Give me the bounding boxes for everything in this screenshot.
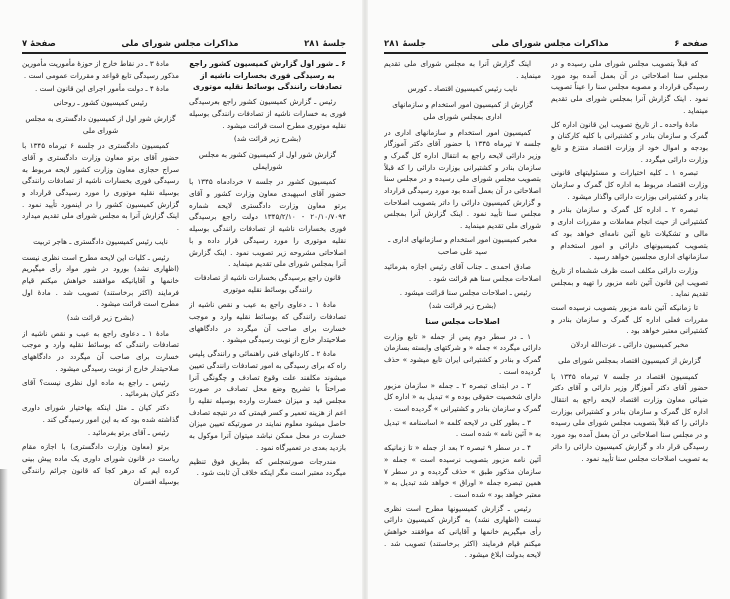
amendment: ۲ ـ در ابتدای تبصره ۲ ـ جمله « سازمان مزبور دارای شخصیت حقوقی بوده و » تبدیل به « اداره کل گمرک و سازمان بنادر و کشتیرانی » گردیده است . — [384, 380, 541, 413]
reading-note: (بشرح زیر قرائت شد) — [233, 134, 302, 144]
speech: صادق احمدی ـ جناب آقای رئیس اجازه بفرمائید اصلاحات مجلس سنا هم قرائت شود . — [384, 262, 541, 283]
amendment: ۴ ـ در سطر ۹ تبصره ۲ بعد از جمله « تا زمانیکه آئین نامه مزبور بتصویب نرسیده است » جمله « سازمان مذکور طبق » حذف گردیده و در سطر ۷ همین تبصره جمله « اوراق » خواهد شد تبدیل به « معتبر خواهد بود » شده است . — [384, 443, 541, 499]
amendment: ۱ ـ در سطر دوم پس از جمله « تابع وزارت دارائی میگردد » جمله « و شرکتهای وابسته بسازمان گمرک و بنادر و کشتیرانی ایران تابع میشود » حذف گردیده است . — [384, 331, 541, 376]
paragraph: وزارت دارائی مکلف است ظرف ششماه از تاریخ تصویب این قانون آئین نامه مزبور را تهیه و بمجلس تقدیم نماید . — [551, 265, 708, 299]
article: مادهٔ ۳ ـ در نقاط خارج از حوزهٔ مأموریت مأمورین مذکور رسیدگی تابع قواعد و مقررات عمومی است . — [22, 59, 179, 80]
article: مادهٔ واحده ـ از تاریخ تصویب این قانون اداره کل گمرک و سازمان بنادر و کشتیرانی با کلیه کارکنان و بودجه و اموال خود از وزارت اقتصاد منتزع و تابع وزارت دارائی میگردد . — [551, 119, 708, 164]
left-page-header — [22, 37, 346, 51]
scan-shadow — [0, 469, 8, 599]
report-heading: گزارش از کمیسیون امور استخدام و سازمانهای اداری بمجلس شورای ملی — [392, 100, 533, 121]
speech: رئیس ـ راجع به ماده اول نظری نیست؟ آقای دکتر کیان بفرمائید . — [22, 377, 179, 399]
article: مادهٔ ۲ ـ کاردانهای فنی راهنمائی و رانندگی پلیس راه که برای رسیدگی به امور تصادفات رانندگی تعیین میشوند مکلفند علت وقوع تصادف و چگونگی آنرا صراحتاً با تشریح وضع محل تصادف در صورت مجلس قید و میزان خسارت وارده بوسیله نقلیه را اعم از هزینه تعمیر و کسر قیمتی که در نتیجه تصادف حاصل میشود معلوم نمایند در صورتیکه تعیین میزان خسارت در محل ممکن نباشد میتوان آنرا موکول به بازدید بعدی در تعمیرگاه نمود . — [189, 349, 346, 452]
column-right — [189, 58, 346, 579]
report-heading: گزارش شور اول از کمیسیون دادگستری به مجلس شورای ملی — [25, 113, 176, 135]
speech: برتو (معاون وزارت دادگستری) با اجازه مقام ریاست در قانون شورای داوری یک ماده پیش بینی کرده ایم که درهر کجا که قانون جرائم رانندگی بوسیله افسران — [22, 442, 179, 487]
note: تبصره ۲ ـ اداره کل گمرک و سازمان بنادر و کشتیرانی از حیث انجام معاملات و مقررات اداری و مالی و تشکیلات تابع آئین نامه‌ای خواهد بود که بتصویب کمیسیونهای دارائی و امور استخدام و سازمانهای اداری مجلسین خواهد رسید . — [551, 205, 708, 262]
paragraph: مندرجات صورتمجلس که بطریق فوق تنظیم میگردد معتبر است مگر اینکه خلاف آن ثابت شود . — [189, 456, 346, 478]
right-page-columns — [384, 58, 708, 579]
publication-title: مذاکرات مجلس شورای ملی — [121, 39, 239, 49]
header-rule — [384, 52, 708, 54]
law-heading: قانون راجع برسیدگی بخسارات ناشیه از تصادفات رانندگی بوسائط نقلیه موتوری — [194, 272, 341, 294]
column-right — [551, 58, 708, 579]
article: مادهٔ ۱ ـ دعاوی راجع به عیب و نقص ناشیه از تصادفات رانندگی که بوسائط نقلیه وارد و موجب خسارت برای صاحب آن میگردد در دادگاههای صلاحیتدار خارج از نوبت رسیدگی میشود . — [22, 328, 179, 373]
signature: مخبر کمیسیون دارائی ـ عزت‌الله اردلان — [570, 340, 689, 350]
article: مادهٔ ۴ ـ دولت مأمور اجرای این قانون است . — [34, 84, 169, 94]
column-left — [22, 58, 179, 579]
session-label: جلسهٔ ۲۸۱ — [384, 39, 426, 49]
left-page-columns — [22, 58, 346, 579]
paragraph: کمیسیون اقتصاد در جلسه ۷ تیرماه ۱۳۴۵ با حضور آقای دکتر آموزگار وزیر دارائی و آقای دکتر ضیائی معاون وزارت اقتصاد لایحه راجع به انتقال اداره کل گمرک و سازمان بنادر و کشتیرانی بوزارت دارائی را که قبلاً بتصویب مجلس شورای ملی رسیده و در مجلس سنا اصلاحاتی در آن بعمل آمده بود مورد رسیدگی قرار داد و گزارش کمیسیون دارائی را داتر به تصویب اصلاحات مجلس سنا تأیید نمود . — [551, 371, 708, 463]
amendment: ۳ ـ بطور کلی در لایحه کلمه « اساسنامه » تبدیل به « آئین نامه » شده است . — [384, 417, 541, 439]
signature: نایب رئیس کمیسیون اقتصاد ـ کورس — [407, 84, 518, 94]
speech: رئیس ـ کلیات این لایحه مطرح است نظری نیست (اظهاری نشد) بورود در شور مواد رأی میگیریم خانمها و آقایانیکه موافقند خواهش میکنم قیام فرمایند (اکثر برخاستند) تصویب شد . مادهٔ اول مطرح است قرائت میشود . — [22, 252, 179, 309]
paragraph: کمیسیون کشور در جلسه ۷ خردادماه ۱۳۴۵ با حضور آقای اسپهبدی معاون وزارت کشور و آقای برتو معاون وزارت دادگستری لایحه شماره ۲۰/۱۰/۷۰۹۴ - ۱۳۴۵/۲/۱۰ دولت راجع برسیدگی فوری بخسارات ناشیه از تصادفات رانندگی بوسیله نقلیه موتوری را مورد رسیدگی قرار داده و با اصلاحاتی مشروحه زیر تصویب نمود . اینک گزارش آنرا بمجلس شورای ملی تقدیم مینماید . — [189, 177, 346, 269]
note: تبصره ۱ ـ کلیه اختیارات و مسئولیتهای قانونی وزارت اقتصاد مربوط به اداره کل گمرک و سازمان بنادر و کشتیرانی بوزارت دارائی واگذار میشود . — [551, 168, 708, 201]
speech: رئیس ـ گزارش کمیسیونها مطرح است نظری نیست (اظهاری نشد) به گزارش کمیسیون دارائی رأی میگیریم خانمها و آقایانی که موافقند خواهش میکنم قیام فرمایند (اکثر برخاستند) تصویب شد . لایحه بدولت ابلاغ میشود . — [384, 503, 541, 560]
paragraph: رئیس ـ گزارش کمیسیون کشور راجع بعرسیدگی فوری به خسارات ناشیه از تصادفات رانندگی بوسیله نقلیه موتوری مطرح است قرائت میشود . — [189, 97, 346, 130]
paragraph: کمیسیون دادگستری در جلسه ۶ تیرماه ۱۳۴۵ با حضور آقای برتو معاون وزارت دادگستری و آقای سراج حجازی معاون وزارت کشور لایحه مربوط به رسیدگی فوری بخسارات ناشیه از تصادفات رانندگی بوسیله نقلیه موتوری را مورد رسیدگی قرارداد و گزارش کمیسیون کشور را در اینمورد تأیید نمود . اینک گزارش آنرا به مجلس شورای ملی تقدیم میدارد . — [22, 141, 179, 233]
header-rule — [22, 52, 346, 54]
column-left — [384, 58, 541, 579]
publication-title: مذاکرات مجلس شورای ملی — [491, 39, 609, 49]
speech: دکتر کیان ـ مثل اینکه بهاختیار شورای داوری گذاشته شده بود که به این امور رسیدگی کند . — [22, 402, 179, 424]
signature: نایب رئیس کمیسیون دادگستری ـ هاجر تربیت — [33, 236, 168, 246]
paragraph: که قبلاً بتصویب مجلس شورای ملی رسیده و در مجلس سنا اصلاحاتی در آن بعمل آمده بود مورد رسیدگی قرارداد و مصوبه مجلس سنا را عیناً تصویب نمود . اینک گزارش آنرا بمجلس شورای ملی تقدیم مینماید . — [551, 59, 708, 115]
speech: رئیس ـ اصلاحات مجلس سنا قرائت میشود . — [399, 287, 531, 297]
signature: مخبر کمیسیون امور استخدام و سازمانهای اداری ـ سید علی صاحب — [388, 234, 537, 256]
session-label: جلسهٔ ۲۸۱ — [304, 39, 346, 49]
article: مادهٔ ۱ ـ دعاوی راجع به عیب و نقص ناشیه از تصادفات رانندگی که بوسائط نقلیه وارد و موجب خسارت برای صاحب آن میگردد در دادگاههای صلاحیتدار خارج از نوبت رسیدگی میشود . — [189, 300, 346, 345]
reading-note: (بشرح زیر قرائت شد) — [66, 313, 135, 323]
senate-amendments-heading: اصلاحات مجلس سنا — [425, 317, 500, 327]
speech: رئیس ـ آقای برتو بفرمائید . — [87, 428, 169, 438]
page-number: صفحه ۶ — [674, 39, 708, 49]
paragraph: تا زمانیکه آئین نامه مزبور بتصویب نرسیده است مقررات فعلی اداره کل گمرک و سازمان بنادر و کشتیرانی معتبر خواهد بود . — [551, 303, 708, 336]
paragraph: کمیسیون امور استخدام و سازمانهای اداری در جلسه ۷ تیرماه ۱۳۴۵ با حضور آقای دکتر آموزگار وزیر دارائی لایحه راجع به انتقال اداره کل گمرک و سازمان بنادر و کشتیرانی بوزارت دارائی را که قبلاً بتصویب مجلس شورای ملی رسیده و در مجلس سنا اصلاحاتی در آن بعمل آمده بود مورد رسیدگی قرارداد و گزارش کمیسیون دارائی را داتر بتصویب اصلاحات مجلس سنا تأیید نمود . اینک گزارش آنرا بمجلس شورای ملی تقدیم مینماید . — [384, 127, 541, 231]
signature: رئیس کمیسیون کشور ـ روحانی — [53, 98, 148, 108]
report-heading: گزارش شور اول از کمیسیون کشور به مجلس شورایملی — [198, 149, 337, 171]
agenda-item-title: ۶ ـ شور اول گزارش کمیسیون کشور راجع به رسیدگی فوری بخسارات ناشیه از تصادفات رانندگی بوسائط نقلیه موتوری — [189, 59, 346, 92]
right-page — [368, 0, 730, 599]
page-number: صفحهٔ ۷ — [22, 39, 56, 49]
paragraph: اینک گزارش آنرا به مجلس شورای ملی تقدیم مینماید . — [384, 59, 541, 80]
right-page-header — [384, 37, 708, 51]
reading-note: (بشرح زیر قرائت شد) — [428, 301, 497, 311]
left-page — [0, 0, 362, 599]
report-heading: گزارش از کمیسیون اقتصاد بمجلس شورای ملی — [558, 355, 701, 365]
